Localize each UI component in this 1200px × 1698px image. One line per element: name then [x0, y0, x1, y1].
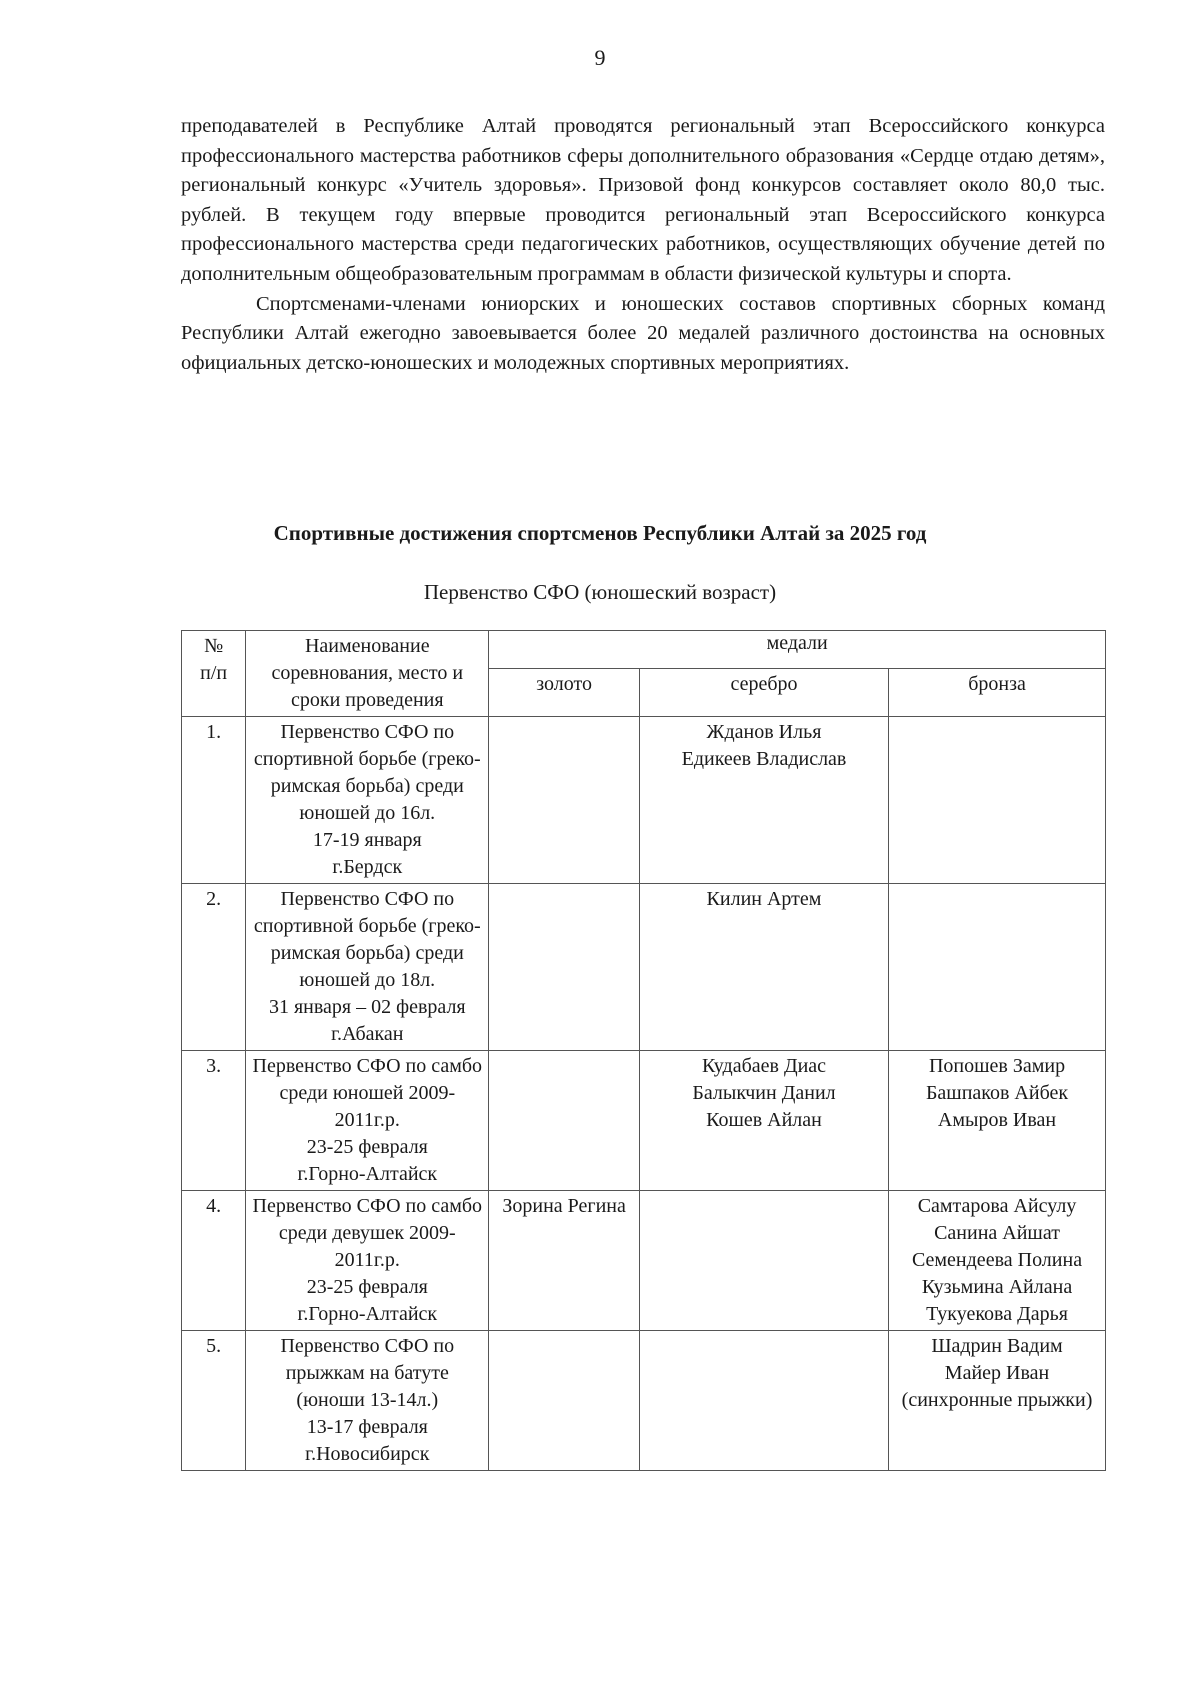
header-gold: золото [489, 668, 640, 716]
cell-num: 1. [182, 717, 246, 884]
table-row [182, 1331, 1106, 1471]
cell-silver: Килин Артем [639, 884, 888, 1051]
cell-gold: Зорина Регина [489, 1191, 640, 1331]
cell-gold [489, 884, 640, 1051]
cell-bronze [889, 717, 1106, 884]
table-body [182, 717, 1106, 1471]
cell-num: 4. [182, 1191, 246, 1331]
cell-bronze: Шадрин Вадим Майер Иван (синхронные прыжки) [889, 1331, 1106, 1471]
cell-name: Первенство СФО по спортивной борьбе (греко-римская борьба) среди юношей до 18л. 31 января – 02 февраля г.Абакан [246, 884, 489, 1051]
cell-bronze [889, 884, 1106, 1051]
page-number: 9 [594, 45, 606, 70]
paragraph: Спортсменами-членами юниорских и юношеских составов спортивных сборных команд Республики Алтай ежегодно завоевывается более 20 медалей различного достоинства на основных официальных детско-юношеских и молодежных спортивных мероприятиях. [181, 292, 1105, 374]
header-silver: серебро [639, 668, 888, 716]
cell-name: Первенство СФО по самбо среди девушек 2009-2011г.р. 23-25 февраля г.Горно-Алтайск [246, 1191, 489, 1331]
cell-num: 2. [182, 884, 246, 1051]
cell-bronze: Попошев Замир Башпаков Айбек Амыров Иван [889, 1051, 1106, 1191]
cell-gold [489, 1051, 640, 1191]
cell-gold [489, 1331, 640, 1471]
table-row [182, 717, 1106, 884]
cell-silver [639, 1191, 888, 1331]
table-row [182, 884, 1106, 1051]
cell-num: 5. [182, 1331, 246, 1471]
cell-silver: Кудабаев Диас Балыкчин Данил Кошев Айлан [639, 1051, 888, 1191]
cell-bronze: Самтарова Айсулу Санина Айшат Семендеева Полина Кузьмина Айлана Тукуекова Дарья [889, 1191, 1106, 1331]
cell-silver: Жданов Илья Едикеев Владислав [639, 717, 888, 884]
medals-table [181, 630, 1106, 1471]
paragraph: преподавателей в Республике Алтай проводятся региональный этап Всероссийского конкурса профессионального мастерства работников сферы дополнительного образования «Сердце отдаю детям», региональный конкурс «Учитель здоровья». Призовой фонд конкурсов составляет около 80,0 тыс. рублей. В текущем году впервые проводится региональный этап Всероссийского конкурса профессионального мастерства среди педагогических работников, осуществляющих обучение детей по дополнительным общеобразовательным программам в области физической культуры и спорта. [181, 115, 1105, 285]
table-row [182, 1191, 1106, 1331]
table-row [182, 1051, 1106, 1191]
header-name: Наименование соревнования, место и сроки проведения [246, 631, 489, 717]
cell-silver [639, 1331, 888, 1471]
cell-name: Первенство СФО по самбо среди юношей 2009-2011г.р. 23-25 февраля г.Горно-Алтайск [246, 1051, 489, 1191]
header-bronze: бронза [889, 668, 1106, 716]
header-medals: медали [489, 631, 1106, 669]
cell-name: Первенство СФО по спортивной борьбе (греко-римская борьба) среди юношей до 16л. 17-19 января г.Бердск [246, 717, 489, 884]
cell-num: 3. [182, 1051, 246, 1191]
section-title: Спортивные достижения спортсменов Республики Алтай за 2025 год [273, 521, 927, 545]
body-text [181, 112, 1105, 378]
cell-gold [489, 717, 640, 884]
table-caption: Первенство СФО (юношеский возраст) [423, 580, 777, 604]
cell-name: Первенство СФО по прыжкам на батуте (юноши 13-14л.) 13-17 февраля г.Новосибирск [246, 1331, 489, 1471]
header-num: № п/п [182, 631, 246, 717]
